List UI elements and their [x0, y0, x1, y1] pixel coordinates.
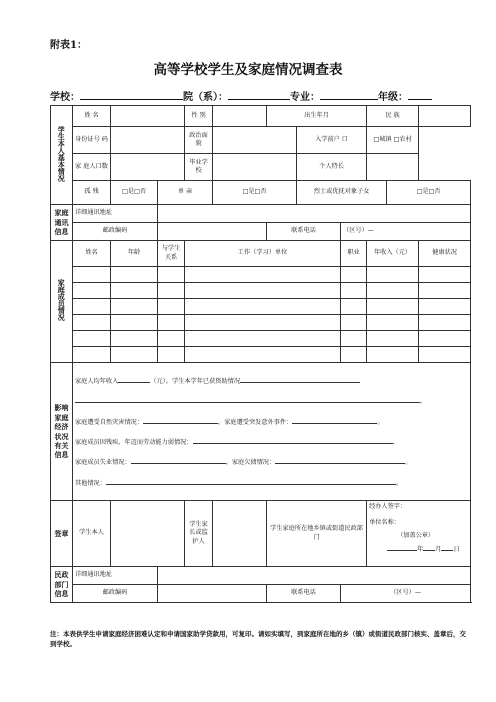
orphan-options[interactable]: □是□否 [111, 181, 158, 205]
civil-address-field[interactable] [158, 567, 471, 585]
single-parent-options[interactable]: □是□否 [213, 181, 297, 205]
footnote: 注：本表供学生申请家庭经济困难认定和申请国家助学贷款用，可复印。请如实填写，到家庭所在地的乡（镇）或街道民政部门核实、盖章后，交到学校。 [50, 630, 466, 649]
member-row[interactable] [51, 283, 471, 299]
hukou-label: 入学前户 口 [297, 127, 367, 154]
family-phone-field[interactable]: （区号）— [341, 223, 471, 241]
col-income: 年收入（元） [367, 241, 419, 267]
section-family-members: 家庭成员情况 [51, 241, 73, 363]
family-phone-label: 联系电话 [267, 223, 341, 241]
graduation-school-label: 毕业学校 [185, 154, 213, 181]
section-family-contact: 家庭通讯信息 [51, 205, 73, 241]
member-row[interactable] [51, 315, 471, 331]
family-postcode-field[interactable] [158, 223, 267, 241]
hukou-options[interactable]: □城镇 □农村 [367, 127, 419, 154]
school-blank[interactable] [80, 90, 183, 100]
guardian-sign-field[interactable] [213, 501, 267, 567]
family-address-label: 详细通讯地址 [73, 205, 158, 223]
college-label: 院（系）： [183, 92, 228, 103]
member-row[interactable] [51, 299, 471, 315]
col-work-unit: 工作（学习）单位 [185, 241, 341, 267]
survey-form-table [50, 105, 471, 603]
col-age: 年龄 [111, 241, 158, 267]
martyr-options[interactable]: □是□否 [387, 181, 471, 205]
member-row[interactable] [51, 331, 471, 347]
major-label: 专业： [290, 92, 320, 103]
id-field[interactable] [111, 127, 185, 154]
page-title: 高等学校学生及家庭情况调查表 [153, 62, 343, 78]
student-sign-field[interactable] [111, 501, 185, 567]
col-name: 姓名 [73, 241, 111, 267]
section-economic: 影响家庭经济状况有关信息 [51, 363, 73, 501]
martyr-label: 烈士或优抚对象子女 [297, 181, 387, 205]
date-line[interactable]: 年 月 日 [369, 543, 468, 554]
col-occupation: 职业 [341, 241, 367, 267]
school-info-line [50, 88, 450, 103]
student-sign-label: 学生本人 [73, 501, 111, 567]
family-address-field[interactable] [158, 205, 471, 223]
unit-name-label: 单位名称： [369, 519, 400, 527]
college-blank[interactable] [228, 90, 290, 100]
economic-info-block[interactable]: 家庭人均年收入 （元）。学生本学年已获资助情况 。 家庭遭受自然灾害情况： 。家庭遭受突发意外事件： 。 家庭成员因残疾、年迈而劳动能力弱情况： 。 家庭成员失业情况： 。家庭欠债情况： 。 其他情况： 。 [73, 363, 471, 501]
single-parent-label: 单 亲 [158, 181, 213, 205]
civil-address-label: 详细通讯地址 [73, 567, 158, 585]
name-label: 姓 名 [73, 106, 111, 127]
appendix-label: 附表1： [50, 40, 87, 51]
gender-label: 性 别 [185, 106, 213, 127]
graduation-school-field[interactable] [213, 154, 297, 181]
civil-postcode-field[interactable] [158, 585, 267, 603]
birth-label: 出生年月 [267, 106, 367, 127]
grade-label: 年级： [378, 92, 408, 103]
gender-field[interactable] [213, 106, 267, 127]
name-field[interactable] [111, 106, 185, 127]
member-row[interactable] [51, 267, 471, 283]
family-size-label: 家 庭人口数 [73, 154, 111, 181]
family-size-field[interactable] [111, 154, 185, 181]
political-field[interactable] [213, 127, 297, 154]
guardian-sign-label: 学生家长或监护人 [185, 501, 213, 567]
handler-sign-label: 经办人签字： [369, 503, 407, 510]
col-health: 健康状况 [419, 241, 471, 267]
civil-office-label: 学生家庭所在地乡镇或街道民政部门 [267, 501, 367, 567]
major-blank[interactable] [320, 90, 378, 100]
member-row[interactable] [51, 347, 471, 363]
office-seal-block[interactable] [367, 501, 471, 567]
section-signature: 签章 [51, 501, 73, 567]
civil-postcode-label: 邮政编码 [73, 585, 158, 603]
id-label: 身份证号 码 [73, 127, 111, 154]
section-student-basic: 学生本人基本情况 [51, 106, 73, 205]
section-civil-affairs: 民政部门信息 [51, 567, 73, 603]
school-label: 学校： [50, 92, 80, 103]
seal-label: （加盖公章） [397, 531, 435, 539]
orphan-label: 孤 残 [73, 181, 111, 205]
civil-phone-label: 联系电话 [267, 585, 341, 603]
civil-phone-field[interactable]: （区号）— [341, 585, 471, 603]
ethnicity-field[interactable] [419, 106, 471, 127]
family-postcode-label: 邮政编码 [73, 223, 158, 241]
col-relation: 与学生关系 [158, 241, 185, 267]
ethnicity-label: 民 族 [367, 106, 419, 127]
specialty-field[interactable] [367, 154, 419, 181]
grade-blank[interactable] [408, 90, 432, 100]
political-label: 政治面貌 [185, 127, 213, 154]
specialty-label: 个人特长 [297, 154, 367, 181]
